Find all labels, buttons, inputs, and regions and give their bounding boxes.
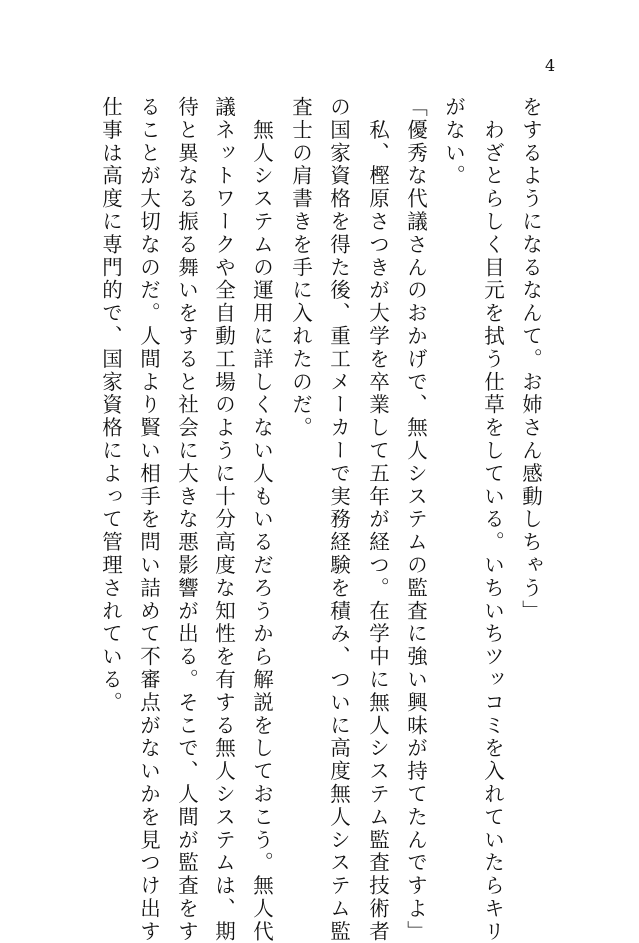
page-number: 4 [545,56,556,75]
text-column-9: 議ネットワークや全自動工場のように十分高度な知性を有する無人システムは、期 [211,96,236,943]
text-column-5: 私、樫原さつきが大学を卒業して五年が経つ。在学中に無人システム監査技術者 [365,96,390,943]
text-column-11: ることが大切なのだ。人間より賢い相手を問い詰めて不審点がないかを見つけ出す [136,96,161,943]
vertical-text-body [0,96,639,943]
text-column-7: 査士の肩書きを手に入れたのだ。 [288,96,313,440]
text-column-8: 無人システムの運用に詳しくない人もいるだろうから解説をしておこう。無人代 [249,96,274,943]
text-column-4: 「優秀な代議さんのおかげで、無人システムの監査に強い興味が持てたんですよ」 [403,96,428,943]
text-column-3: がない。 [441,96,466,188]
text-column-2: わざとらしく目元を拭う仕草をしている。いちいちツッコミを入れていたらキリ [480,96,505,943]
text-column-10: 待と異なる振る舞いをすると社会に大きな悪影響が出る。そこで、人間が監査をす [174,96,199,943]
text-column-6: の国家資格を得た後、重工メーカーで実務経験を積み、ついに高度無人システム監 [326,96,351,943]
text-column-1: をするようになるなんて。お姉さん感動しちゃう」 [518,96,543,623]
text-column-12: 仕事は高度に専門的で、国家資格によって管理されている。 [98,96,123,715]
